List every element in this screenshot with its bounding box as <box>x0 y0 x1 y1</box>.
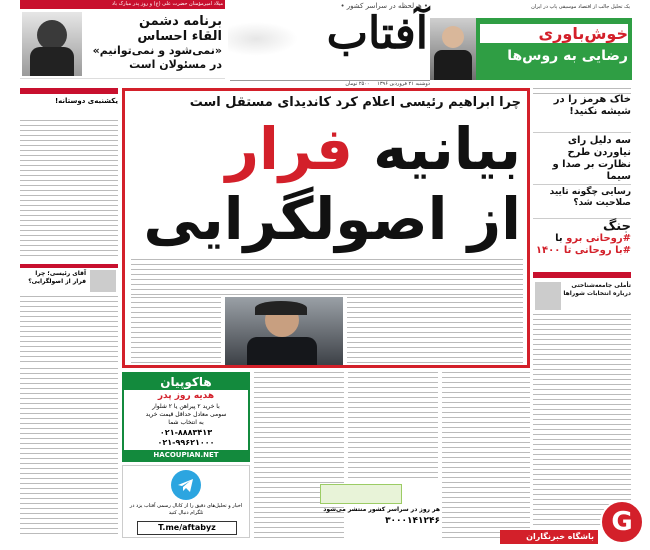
watermark-label: باشگاه خبرنگاران <box>500 530 598 544</box>
telegram-icon <box>171 470 201 500</box>
left-column-body-2 <box>20 296 118 363</box>
left-column-lower <box>20 368 118 538</box>
telegram-link[interactable]: T.me/aftabyz <box>137 521 237 535</box>
quote-line-2: القاء احساس <box>137 29 222 44</box>
rezaei-photo <box>430 18 476 80</box>
headline-line-2: از اصولگرایی <box>143 185 521 253</box>
header-left-banner <box>20 0 225 79</box>
author-photo <box>535 282 561 310</box>
headline-word-red: فرار <box>225 115 353 183</box>
price: ۲۵۰۰ تومان <box>345 81 370 87</box>
ad-hakopian <box>122 372 250 462</box>
leader-photo <box>22 12 82 76</box>
subscribe-graphic <box>320 484 402 504</box>
left-item-1: یکشنبه‌ی دوستانه! <box>54 97 118 105</box>
right-item-1: خاک هرمز را در شیشه نکنید! <box>553 94 631 117</box>
right-item-3: رسایی چگونه تایید صلاحیت شد؟ <box>533 184 631 209</box>
ad-phone-2: ۰۲۱-۹۹۶۲۱۰۰۰ <box>157 438 215 447</box>
ad-brand-banner <box>124 374 248 390</box>
main-story <box>122 88 530 368</box>
ad-phone-1: ۰۲۱-۸۸۸۳۴۱۳ <box>159 428 213 437</box>
masthead-block <box>228 0 428 82</box>
right-column <box>533 88 631 538</box>
ad-line-2: با خرید ۲ پیراهن یا ۲ شلوار <box>152 403 220 410</box>
right-column-body <box>533 314 631 528</box>
header-right-banner <box>430 4 632 80</box>
headline-line-1 <box>131 113 521 185</box>
masthead-title: آفتاب <box>326 8 428 59</box>
headline-word-1: بیانیه <box>373 115 521 183</box>
right-banner-red: خوش‌باوری <box>480 24 628 43</box>
subscribe-text: هر روز در سراسر کشور منتشر می‌شود <box>323 506 440 513</box>
bottom-column-4 <box>442 372 530 538</box>
bottom-column-3 <box>348 372 438 482</box>
candidate-photo <box>225 297 343 365</box>
telegram-text: اخبار و تحلیل‌های دقیق را از کانال رسمی آفتاب یزد در تلگرام دنبال کنید <box>129 503 243 516</box>
ad-subscribe <box>280 484 440 534</box>
right-item-4-mid: با <box>555 233 563 244</box>
banner-top-text: میلاد امیرمؤمنان حضرت علی (ع) و روز پدر مبارک باد <box>20 0 225 9</box>
tagline: • هرلحظه در سراسر کشور • <box>340 2 428 10</box>
left-column-body-1 <box>20 120 118 260</box>
ad-url: HACOUPIAN.NET <box>153 451 219 459</box>
ad-line-1: هدیه روز پدر <box>157 391 215 401</box>
right-banner-top: یک تحلیل جالب از اقتصاد موسیقی پاپ در ایران <box>531 4 630 10</box>
right-item-4-title: جنگ <box>603 219 631 234</box>
right-item-5: تأملی جامعه‌شناختی درباره انتخابات شوراها <box>563 282 631 297</box>
ad-telegram <box>122 465 250 538</box>
quote-line-1: برنامه دشمن <box>138 14 222 29</box>
watermark-logo-icon: G <box>600 500 644 544</box>
right-item-4-red1: #روحانی برو <box>566 233 631 244</box>
ad-brand: هاکوپیان <box>160 375 212 389</box>
left-item-2: آقای رئیسی؛ چرا فرار از اصولگرایی؟ <box>28 270 86 285</box>
left-author-photo-2 <box>90 270 116 292</box>
dateline: دوشنبه ۲۱ فروردین ۱۳۹۶ <box>377 81 430 87</box>
ad-line-3: سومی معادل حداقل قیمت خرید <box>145 411 227 418</box>
main-story-body-left <box>131 297 221 363</box>
bullet-list <box>131 259 523 295</box>
ad-line-4: به انتخاب شما <box>168 419 204 426</box>
right-item-4-red2: #با روحانی تا ۱۴۰۰ <box>535 245 631 256</box>
quote-line-4: در مسئولان است <box>129 58 222 71</box>
quote-line-3: «نمی‌شود و نمی‌توانیم» <box>92 44 222 57</box>
kicker: چرا ابراهیم رئیسی اعلام کرد کاندیدای مستقل است <box>189 95 521 110</box>
right-banner-text: رضایی به روس‌ها <box>507 48 628 64</box>
banner-quote <box>84 14 222 72</box>
left-column <box>20 88 118 363</box>
ad-url-bar <box>124 450 248 460</box>
right-item-2: سه دلیل رای نیاوردن طرح نظارت بر صدا و سیما <box>533 132 631 183</box>
right-item-4 <box>533 218 631 257</box>
main-story-body-right <box>347 297 523 363</box>
subscribe-phone: ۳۰۰۰۱۴۱۲۴۶ <box>385 516 440 526</box>
